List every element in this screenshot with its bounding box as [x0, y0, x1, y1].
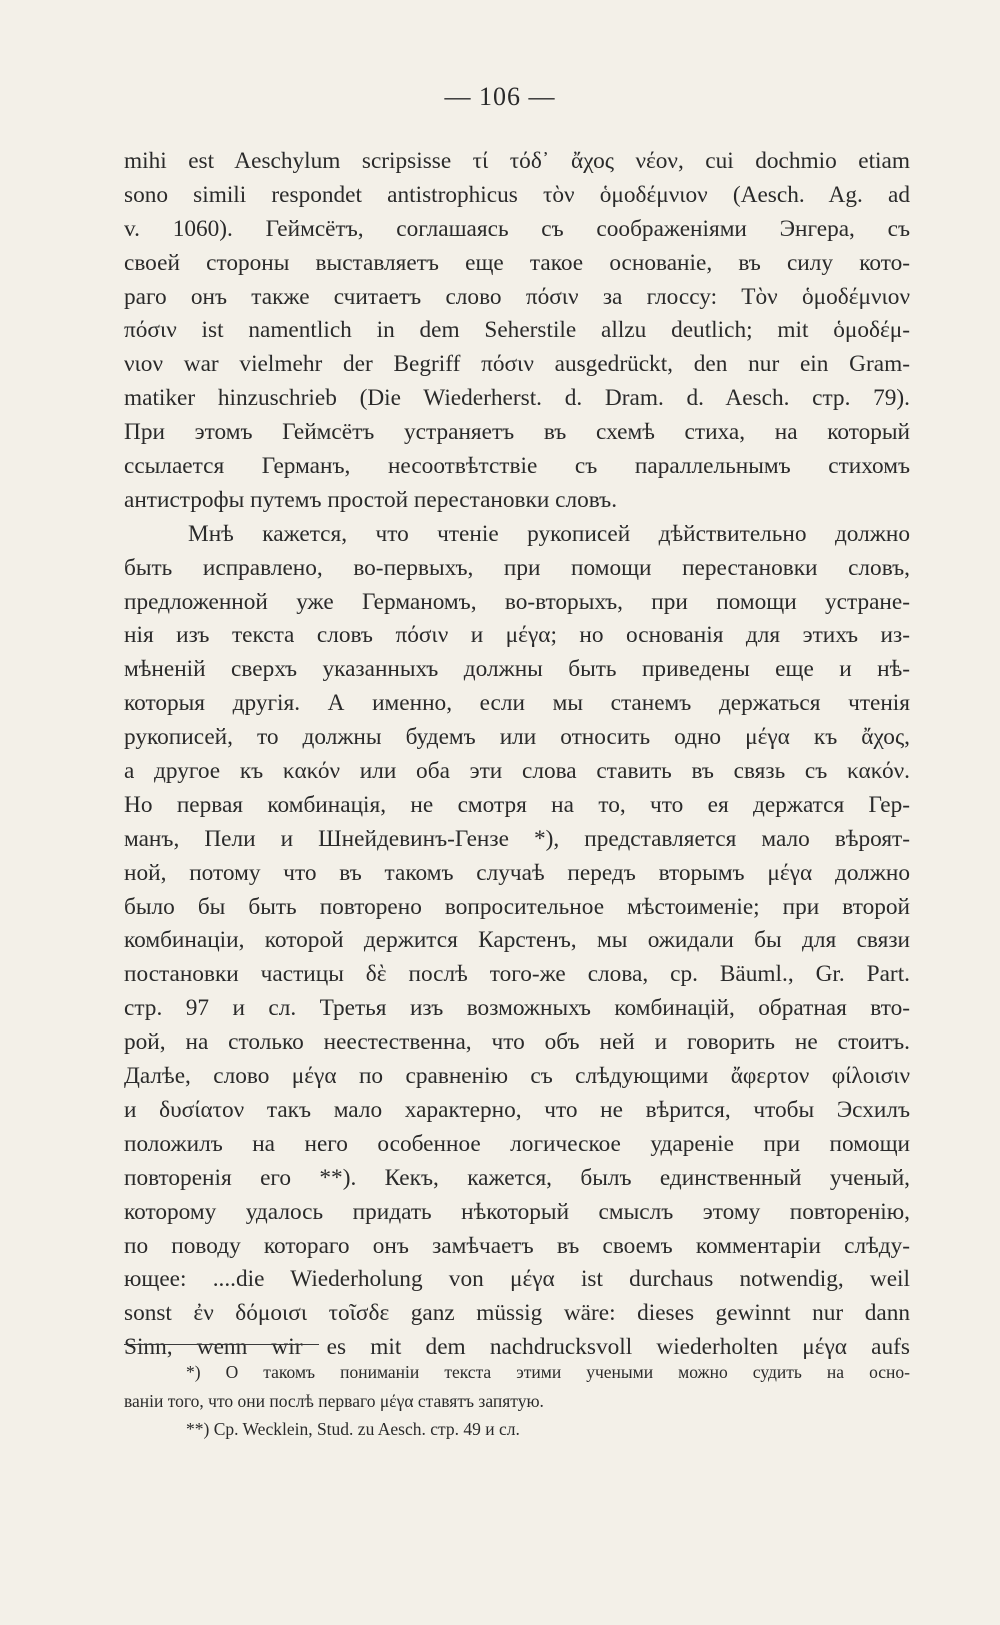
- text-line: рукописей, то должны будемъ или относить одно μέγα къ ἄχος,: [124, 724, 910, 751]
- text-line: стр. 97 и сл. Третья изъ возможныхъ комбинацій, обратная вто-: [124, 995, 910, 1022]
- text-line: антистрофы путемъ простой перестановки словъ.: [124, 486, 618, 513]
- body-text: [124, 145, 910, 1365]
- footnotes: [124, 1358, 910, 1444]
- text-line: v. 1060). Геймсётъ, соглашаясь съ соображеніями Энгера, съ: [124, 215, 910, 242]
- text-line: быть исправлено, во-первыхъ, при помощи перестановки словъ,: [124, 554, 910, 581]
- text-line: sono simili respondet antistrophicus τὸν ὁμοδέμνιον (Aesch. Ag. ad: [124, 181, 910, 208]
- text-line: постановки частицы δὲ послѣ того-же слова, ср. Bäuml., Gr. Part.: [124, 961, 910, 988]
- text-line: Далѣе, слово μέγα по сравненію съ слѣдующими ἄφερτον φίλοισιν: [124, 1063, 910, 1090]
- text-line: положилъ на него особенное логическое удареніе при помощи: [124, 1130, 910, 1157]
- text-line: своей стороны выставляетъ еще такое основаніе, въ силу кото-: [124, 249, 910, 276]
- text-line: повторенія его **). Кекъ, кажется, былъ единственный ученый,: [124, 1164, 910, 1191]
- paragraph-start-line: Мнѣ кажется, что чтеніе рукописей дѣйствительно должно: [188, 520, 910, 547]
- text-line: было бы быть повторено вопросительное мѣстоименіе; при второй: [124, 893, 910, 920]
- text-line: предложенной уже Германомъ, во-вторыхъ, при помощи устране-: [124, 588, 910, 615]
- text-line: а другое къ κακόν или оба эти слова ставить въ связь съ κακόν.: [124, 758, 910, 785]
- text-line: манъ, Пели и Шнейдевинъ-Гензе *), представляется мало вѣроят-: [124, 825, 910, 852]
- text-line: πόσιν ist namentlich in dem Seherstile allzu deutlich; mit ὁμοδέμ-: [124, 317, 910, 344]
- text-line: ной, потому что въ такомъ случаѣ передъ вторымъ μέγα должно: [124, 859, 910, 886]
- text-line: νιον war vielmehr der Begriff πόσιν ausgedrückt, den nur ein Gram-: [124, 351, 910, 378]
- text-line: Но первая комбинація, не смотря на то, что ея держатся Гер-: [124, 791, 910, 818]
- text-line: и δυσίατον такъ мало характерно, что не вѣрится, чтобы Эсхилъ: [124, 1096, 910, 1123]
- text-line: которыя другія. А именно, если мы станемъ держаться чтенія: [124, 690, 910, 717]
- footnote-2: **) Cp. Wecklein, Stud. zu Aesch. стр. 49 и сл.: [186, 1419, 520, 1439]
- footnote-1-continuation: ваніи того, что они послѣ перваго μέγα ставятъ запятую.: [124, 1390, 544, 1411]
- text-line: При этомъ Геймсётъ устраняетъ въ схемѣ стиха, на который: [124, 419, 910, 446]
- text-line: mihi est Aeschylum scripsisse τί τόδ᾽ ἄχος νέον, cui dochmio etiam: [124, 148, 910, 174]
- text-line: по поводу котораго онъ замѣчаетъ въ своемъ комментаріи слѣду-: [124, 1232, 910, 1259]
- text-line: ссылается Германъ, несоотвѣтствіе съ параллельнымъ стихомъ: [124, 453, 910, 480]
- text-line: ющее: ....die Wiederholung von μέγα ist durchaus notwendig, weil: [124, 1266, 910, 1293]
- text-line: раго онъ также считаетъ слово πόσιν за глоссу: Τὸν ὁμοδέμνιον: [124, 283, 910, 310]
- text-line: нія изъ текста словъ πόσιν и μέγα; но основанія для этихъ из-: [124, 622, 910, 649]
- text-line: sonst ἐν δόμοισι τοῖσδε ganz müssig wäre: dieses gewinnt nur dann: [124, 1300, 910, 1327]
- text-line: мѣненій сверхъ указанныхъ должны быть приведены еще и нѣ-: [124, 656, 910, 683]
- footnote-1: *) О такомъ пониманіи текста этими учеными можно судить на осно-: [186, 1362, 910, 1382]
- page-number: — 106 —: [444, 82, 556, 111]
- text-line: рой, на столько неестественна, что объ ней и говорить не стоитъ.: [124, 1029, 910, 1056]
- text-line: matiker hinzuschrieb (Die Wiederherst. d. Dram. d. Aesch. стр. 79).: [124, 385, 910, 412]
- text-line: Sinn, wenn wir es mit dem nachdrucksvoll wiederholten μέγα aufs: [124, 1334, 910, 1361]
- text-line: которому удалось придать нѣкоторый смыслъ этому повторенію,: [124, 1198, 910, 1225]
- text-line: комбинаціи, которой держится Карстенъ, мы ожидали бы для связи: [124, 927, 910, 954]
- footnote-divider: [124, 1344, 319, 1345]
